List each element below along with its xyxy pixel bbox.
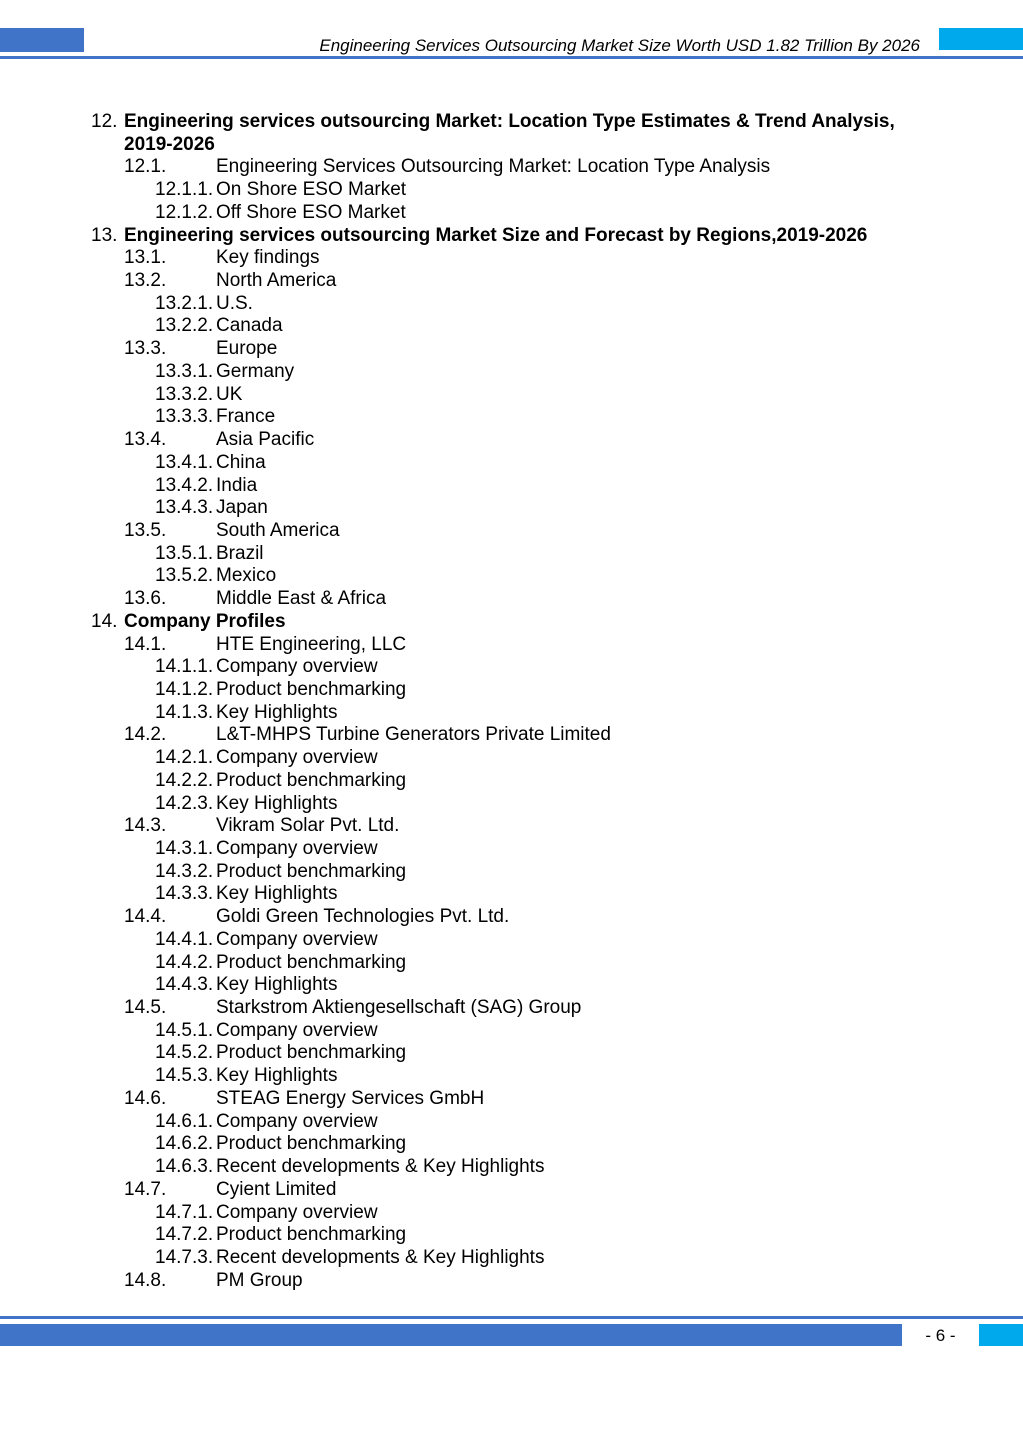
toc-entry[interactable] (0, 179, 1023, 202)
toc-entry[interactable] (0, 384, 1023, 407)
header-divider (0, 56, 1023, 59)
toc-entry-title: North America (216, 270, 337, 292)
toc-entry[interactable] (0, 838, 1023, 861)
toc-entry-number: 14.5. (124, 997, 167, 1019)
toc-entry[interactable] (0, 1020, 1023, 1043)
toc-entry[interactable] (0, 520, 1023, 543)
toc-entry-number: 13.6. (124, 588, 167, 610)
toc-entry[interactable] (0, 906, 1023, 929)
toc-entry[interactable] (0, 1270, 1023, 1293)
toc-entry-number: 13.3.2. (155, 383, 214, 405)
toc-entry-number: 13.5. (124, 519, 167, 541)
toc-entry[interactable] (0, 929, 1023, 952)
toc-entry-number: 14.6. (124, 1087, 167, 1109)
toc-chapter[interactable] (0, 111, 1023, 134)
toc-entry[interactable] (0, 656, 1023, 679)
toc-entry-title: Engineering services outsourcing Market: Location Type Estimates & Trend Analysis, (124, 111, 895, 132)
toc-entry-number: 14.1.3. (155, 701, 214, 723)
toc-entry-title: Product benchmarking (216, 1133, 407, 1155)
toc-entry-number: 12.1.1. (155, 179, 214, 201)
toc-entry-title: Europe (216, 338, 278, 360)
toc-entry-title: Engineering services outsourcing Market Size and Forecast by Regions,2019-2026 (124, 224, 868, 246)
toc-entry[interactable] (0, 315, 1023, 338)
toc-entry[interactable] (0, 429, 1023, 452)
toc-entry[interactable] (0, 565, 1023, 588)
toc-entry[interactable] (0, 452, 1023, 475)
toc-entry[interactable] (0, 679, 1023, 702)
toc-entry[interactable] (0, 406, 1023, 429)
toc-entry-number: 14.4.3. (155, 974, 214, 996)
toc-chapter[interactable] (0, 225, 1023, 248)
header-accent-right (939, 28, 1023, 50)
toc-entry[interactable] (0, 361, 1023, 384)
toc-entry[interactable] (0, 997, 1023, 1020)
toc-entry-title: Brazil (216, 542, 264, 564)
toc-entry-number: 14.7. (124, 1178, 167, 1200)
toc-entry-number: 14.7.1. (155, 1201, 214, 1223)
toc-entry[interactable] (0, 883, 1023, 906)
toc-entry-number: 14.3.2. (155, 860, 214, 882)
toc-entry-title: Goldi Green Technologies Pvt. Ltd. (216, 906, 510, 928)
toc-entry-title: Company overview (216, 928, 378, 950)
toc-entry-number: 14.2.1. (155, 747, 214, 769)
toc-entry-title: Product benchmarking (216, 860, 407, 882)
toc-entry[interactable] (0, 247, 1023, 270)
toc-entry-number: 13.2.1. (155, 292, 214, 314)
footer-bar-left (0, 1324, 902, 1346)
toc-entry-number: 13.4.3. (155, 497, 214, 519)
toc-entry-number: 12.1.2. (155, 201, 214, 223)
toc-entry-title: Canada (216, 315, 283, 337)
toc-entry-title: Middle East & Africa (216, 588, 387, 610)
toc-entry-title: Key Highlights (216, 792, 338, 814)
toc-entry-number: 14.5.1. (155, 1019, 214, 1041)
toc-entry[interactable] (0, 1088, 1023, 1111)
toc-entry-title: U.S. (216, 292, 253, 314)
toc-entry-title: Company overview (216, 1019, 378, 1041)
toc-entry-number: 13.2.2. (155, 315, 214, 337)
toc-entry[interactable] (0, 793, 1023, 816)
toc-entry[interactable] (0, 815, 1023, 838)
toc-entry-title: Company overview (216, 747, 378, 769)
toc-entry-number: 13.4.2. (155, 474, 214, 496)
table-of-contents (0, 111, 1023, 1292)
toc-entry[interactable] (0, 293, 1023, 316)
toc-entry-title: Vikram Solar Pvt. Ltd. (216, 815, 400, 837)
toc-entry-title: HTE Engineering, LLC (216, 633, 407, 655)
toc-entry-title: Company Profiles (124, 610, 286, 632)
toc-entry-title: Germany (216, 360, 295, 382)
toc-entry-number: 14.7.2. (155, 1224, 214, 1246)
toc-entry[interactable] (0, 1042, 1023, 1065)
toc-entry-title: Product benchmarking (216, 1042, 407, 1064)
toc-entry-title: Mexico (216, 565, 277, 587)
toc-entry-title: France (216, 406, 276, 428)
toc-entry-number: 13.5.1. (155, 542, 214, 564)
toc-entry-number: 13. (91, 224, 118, 246)
toc-entry-title: Starkstrom Aktiengesellschaft (SAG) Group (216, 997, 582, 1019)
toc-entry-title: UK (216, 383, 243, 405)
toc-entry-number: 14.2. (124, 724, 167, 746)
toc-entry[interactable] (0, 202, 1023, 225)
toc-entry-number: 14.1.2. (155, 678, 214, 700)
toc-entry[interactable] (0, 497, 1023, 520)
toc-entry[interactable] (0, 1179, 1023, 1202)
toc-entry[interactable] (0, 338, 1023, 361)
footer-divider (0, 1316, 1023, 1319)
toc-entry[interactable] (0, 952, 1023, 975)
toc-entry-number: 13.3.3. (155, 406, 214, 428)
toc-chapter-continuation[interactable] (0, 134, 1023, 157)
toc-entry-number: 14.3. (124, 815, 167, 837)
toc-chapter[interactable] (0, 611, 1023, 634)
toc-entry-number: 13.4. (124, 429, 167, 451)
toc-entry[interactable] (0, 861, 1023, 884)
document-header-title: Engineering Services Outsourcing Market Size Worth USD 1.82 Trillion By 2026 (319, 36, 920, 55)
toc-entry-title: Product benchmarking (216, 951, 407, 973)
toc-entry-title: Key Highlights (216, 1065, 338, 1087)
toc-entry-title: Key Highlights (216, 974, 338, 996)
toc-entry-number: 13.5.2. (155, 565, 214, 587)
toc-entry-number: 13.3.1. (155, 360, 214, 382)
toc-entry-title: Company overview (216, 1201, 378, 1223)
toc-entry-number: 13.4.1. (155, 451, 214, 473)
toc-entry[interactable] (0, 475, 1023, 498)
toc-entry-number: 14.4.2. (155, 951, 214, 973)
toc-entry[interactable] (0, 1156, 1023, 1179)
toc-entry-title: Recent developments & Key Highlights (216, 1156, 545, 1178)
toc-entry[interactable] (0, 1224, 1023, 1247)
toc-entry-title: Product benchmarking (216, 1224, 407, 1246)
toc-entry-title: Engineering Services Outsourcing Market: Location Type Analysis (216, 156, 771, 178)
toc-entry-number: 13.2. (124, 270, 167, 292)
toc-entry-title: L&T-MHPS Turbine Generators Private Limited (216, 724, 611, 746)
toc-entry-number: 14.1. (124, 633, 167, 655)
toc-entry-number: 14.2.2. (155, 769, 214, 791)
toc-entry-number: 14.2.3. (155, 792, 214, 814)
toc-entry-number: 14. (91, 610, 118, 632)
toc-entry-number: 13.3. (124, 338, 167, 360)
toc-entry-title: Company overview (216, 656, 378, 678)
toc-entry[interactable] (0, 1247, 1023, 1270)
toc-entry-number: 14.6.3. (155, 1156, 214, 1178)
toc-entry-title: Asia Pacific (216, 429, 315, 451)
toc-entry-number: 14.4. (124, 906, 167, 928)
toc-entry-title: 2019-2026 (124, 133, 215, 155)
toc-entry-number: 13.1. (124, 247, 167, 269)
toc-entry[interactable] (0, 747, 1023, 770)
toc-entry-title: Key findings (216, 247, 320, 269)
toc-entry-number: 14.3.3. (155, 883, 214, 905)
toc-entry-number: 14.5.3. (155, 1065, 214, 1087)
toc-entry-title: Off Shore ESO Market (216, 201, 406, 223)
toc-entry-title: Key Highlights (216, 883, 338, 905)
toc-entry-title: STEAG Energy Services GmbH (216, 1087, 485, 1109)
toc-entry-number: 14.8. (124, 1269, 167, 1291)
toc-entry-title: India (216, 474, 258, 496)
toc-entry-number: 12. (91, 111, 118, 132)
toc-entry[interactable] (0, 588, 1023, 611)
toc-entry[interactable] (0, 702, 1023, 725)
toc-entry[interactable] (0, 543, 1023, 566)
toc-entry[interactable] (0, 770, 1023, 793)
toc-entry-number: 14.5.2. (155, 1042, 214, 1064)
toc-entry-title: Key Highlights (216, 701, 338, 723)
toc-entry-title: Product benchmarking (216, 678, 407, 700)
toc-entry-title: Japan (216, 497, 268, 519)
toc-entry-title: On Shore ESO Market (216, 179, 407, 201)
toc-entry[interactable] (0, 270, 1023, 293)
toc-entry[interactable] (0, 1111, 1023, 1134)
toc-entry[interactable] (0, 156, 1023, 179)
toc-entry[interactable] (0, 1133, 1023, 1156)
footer-bar-right (979, 1324, 1023, 1346)
toc-entry[interactable] (0, 724, 1023, 747)
toc-entry-title: Product benchmarking (216, 769, 407, 791)
toc-entry-number: 14.1.1. (155, 656, 214, 678)
toc-entry[interactable] (0, 634, 1023, 657)
toc-entry-title: Recent developments & Key Highlights (216, 1246, 545, 1268)
page-number: - 6 - (925, 1326, 956, 1345)
toc-entry[interactable] (0, 1202, 1023, 1225)
toc-entry-number: 14.6.1. (155, 1110, 214, 1132)
toc-entry-title: Company overview (216, 1110, 378, 1132)
toc-entry-title: Cyient Limited (216, 1178, 337, 1200)
toc-entry[interactable] (0, 1065, 1023, 1088)
toc-entry-title: South America (216, 519, 340, 541)
toc-entry-number: 14.3.1. (155, 838, 214, 859)
toc-entry-number: 12.1. (124, 156, 167, 178)
toc-entry-number: 14.4.1. (155, 928, 214, 950)
toc-entry-number: 14.7.3. (155, 1246, 214, 1268)
toc-entry-title: China (216, 451, 266, 473)
toc-entry[interactable] (0, 974, 1023, 997)
toc-entry-title: PM Group (216, 1269, 303, 1291)
toc-entry-title: Company overview (216, 838, 378, 859)
toc-entry-number: 14.6.2. (155, 1133, 214, 1155)
